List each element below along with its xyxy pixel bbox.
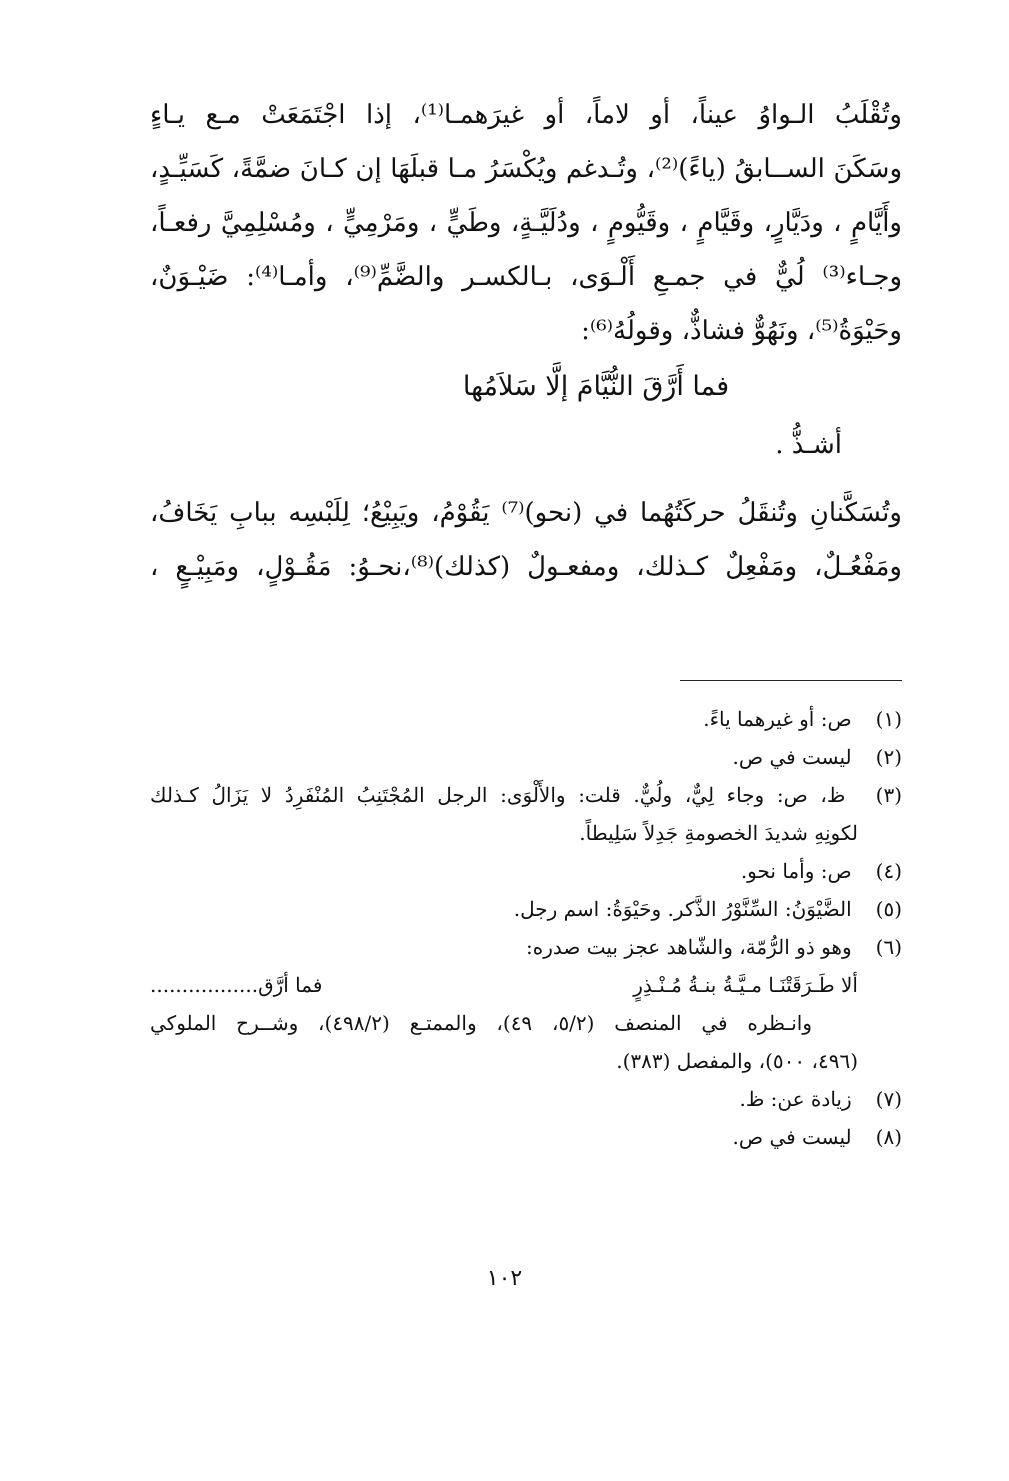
footnote-text: ظ، ص: وجاء لِيٌّ، ولُيٌّ. قلت: والأَلْوَى: الرجل المُجْتَنِبُ المُنْفَرِدُ لا يَزَالُ كـذلك: [150, 783, 846, 807]
footnote-number: (٨): [875, 1125, 902, 1149]
body-line: وسَكَنَ الســابقُ (ياءً)⁽²⁾، وتُـدغم ويُكْسَرُ مـا قبلَهَا إن كـانَ ضمَّةً، كَسَيِّـدٍ،: [150, 154, 902, 184]
footnote-verse: [150, 966, 902, 1004]
footnote-text: ص: وأما نحو.: [740, 859, 852, 883]
footnote-number: (٤): [875, 859, 902, 883]
footnote-text: وهو ذو الرُّمّة، والشّاهد عجز بيت صدره:: [526, 935, 852, 959]
footnotes: [150, 700, 902, 1156]
footnote-continuation: لكونِهِ شديدَ الخصومةِ جَدِلاً سَلِيطاً.: [579, 821, 858, 845]
footnote: [150, 852, 902, 890]
footnote-continuation: وانـظره في المنصف (٥/٢، ٤٩)، والممتـع (٤٩٨/٢)، وشــرح الملوكي: [150, 1011, 812, 1035]
footnote-text: زيادة عن: ظ.: [739, 1087, 852, 1111]
footnote-continuation: (٤٩٦، ٥٠٠)، والمفصل (٣٨٣).: [616, 1049, 858, 1073]
verse-quote: فما أَرَّقَ النُّيَّامَ إلَّا سَلاَمُها: [462, 371, 730, 402]
footnote: [150, 928, 902, 966]
footnote-text: الضَّيْوَنُ: السِّنَّوْرُ الذَّكر. وحَيْوَةُ: اسم رجل.: [513, 897, 852, 921]
footnote-number: (٧): [875, 1087, 902, 1111]
footnote: [150, 890, 902, 928]
body-line: وأَيَّامٍ ، ودَيَّارٍ، وقَيَّامٍ ، وقَيُّومٍ ، ودُلَيَّـةٍ، وطَيٍّ ، ومَرْمِيٍّ ، ومُسْلِمِيَّ رفعـاً،: [150, 208, 902, 238]
main-text: [150, 88, 902, 594]
body-line: وحَيْوَةُ⁽⁵⁾، ونَهُوٌّ فشاذٌّ، وقولُهُ⁽⁶⁾:: [581, 316, 902, 346]
verse-first-hemistich: ألا طَـرَقَتْنَـا مـيَّـةُ بنـةُ مُـنْـذِرٍ: [633, 973, 858, 997]
footnote-text: ص: أو غيرهما ياءً.: [703, 707, 852, 731]
footnote-number: (٢): [875, 745, 902, 769]
footnote: [150, 1080, 902, 1118]
body-line: وجـاء⁽³⁾ لُيٌّ في جمـعِ أَلْـوَى، بـالكسـر والضَّمِّ⁽⁹⁾، وأمـا⁽⁴⁾: ضَيْـوَنٌ،: [150, 262, 902, 292]
verse-verdict: أشـذُّ .: [775, 430, 842, 460]
footnote-separator: [680, 680, 902, 681]
body-line: ومَفْعُـلٌ، ومَفْعِلٌ كـذلك، ومفعـولٌ (كذلك)⁽⁸⁾،نحـوُ: مَقُـوْلٍ، ومَبِيْـعٍ ،: [150, 552, 902, 582]
footnote: [150, 1118, 902, 1156]
footnote: [150, 700, 902, 738]
body-line: وتُسَكَّنانِ وتُنقَلُ حركَتُهُما في (نحو)⁽⁷⁾ يَقُوْمُ، ويَبِيْعُ؛ لِلَبْسِه ببابِ يَخَافُ،: [150, 498, 902, 528]
footnote-text: ليست في ص.: [732, 1125, 852, 1149]
verse-second-hemistich: فما أرَّق.................: [150, 973, 323, 997]
footnote-number: (٥): [875, 897, 902, 921]
footnote-number: (٦): [875, 935, 902, 959]
footnote-number: (١): [875, 707, 902, 731]
body-line: وتُقْلَبُ الـواوُ عيناً، أو لاماً، أو غيرَهمـا⁽¹⁾، إذا اجْتَمَعَتْ مـع يـاءٍ: [150, 100, 902, 130]
footnote-number: (٣): [875, 783, 902, 807]
footnote-text: ليست في ص.: [732, 745, 852, 769]
footnote: [150, 738, 902, 776]
page-number: ١٠٢: [486, 1266, 523, 1291]
footnote: [150, 776, 902, 814]
